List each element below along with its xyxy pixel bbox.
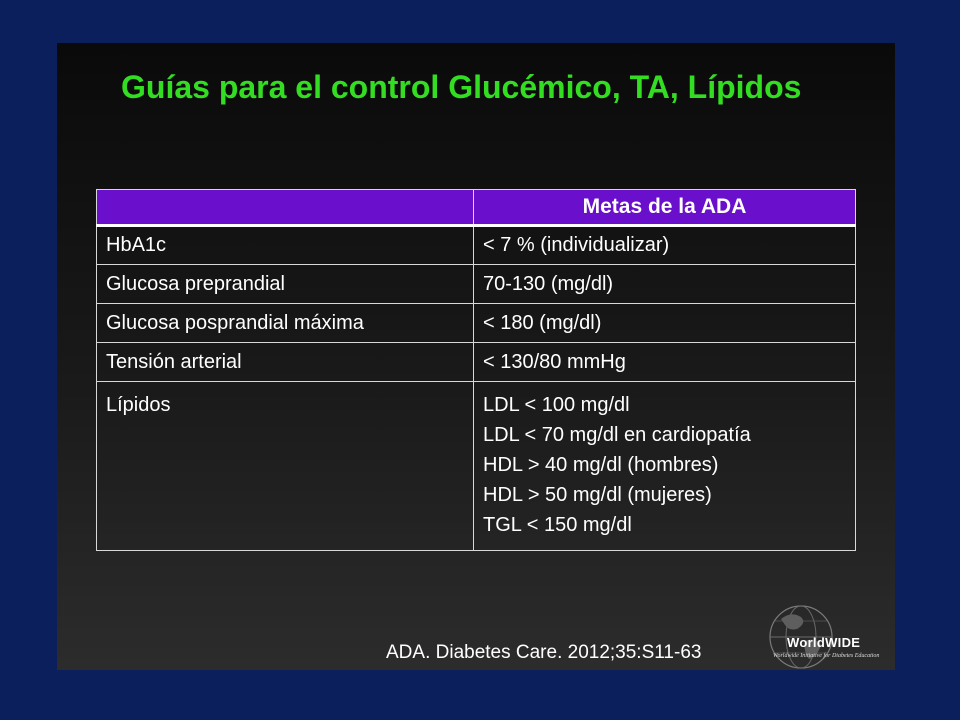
row-value-glucosa-preprandial: 70-130 (mg/dl) [474,265,856,304]
logo-name: WorldWIDE [787,635,861,650]
lipid-goal-ldl-cardiopatia: LDL < 70 mg/dl en cardiopatía [483,424,751,446]
lipid-goal-ldl: LDL < 100 mg/dl [483,394,630,416]
row-value-lipidos [474,382,856,551]
table-row [97,382,856,551]
row-label-tension-arterial: Tensión arterial [97,343,474,382]
lipid-goal-hdl-mujeres: HDL > 50 mg/dl (mujeres) [483,484,712,506]
slide [57,43,895,670]
table-header-ada-goals: Metas de la ADA [474,190,856,226]
row-label-glucosa-preprandial: Glucosa preprandial [97,265,474,304]
row-value-glucosa-posprandial: < 180 (mg/dl) [474,304,856,343]
citation: ADA. Diabetes Care. 2012;35:S11-63 [386,642,702,663]
row-value-tension-arterial: < 130/80 mmHg [474,343,856,382]
table-header-left [97,190,474,226]
lipid-goal-tgl: TGL < 150 mg/dl [483,514,632,536]
table-row [97,226,856,265]
table-row [97,304,856,343]
table-header-row [97,190,856,226]
ada-goals-table [96,189,856,551]
logo-tagline: Worldwide Initiative for Diabetes Education [773,653,880,659]
lipid-goal-hdl-hombres: HDL > 40 mg/dl (hombres) [483,454,719,476]
table-row [97,343,856,382]
row-label-glucosa-posprandial: Glucosa posprandial máxima [97,304,474,343]
slide-title: Guías para el control Glucémico, TA, Lípidos [121,69,802,105]
row-label-lipidos: Lípidos [97,382,474,551]
row-value-hba1c: < 7 % (individualizar) [474,226,856,265]
row-label-hba1c: HbA1c [97,226,474,265]
worldwide-logo [767,601,893,670]
table-row [97,265,856,304]
